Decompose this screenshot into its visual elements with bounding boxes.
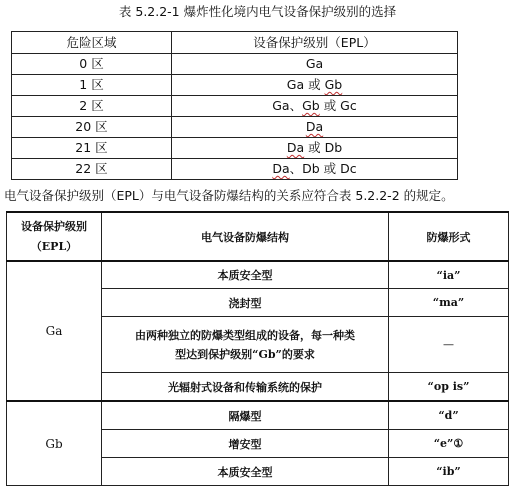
structure-cell: 由两种独立的防爆类型组成的设备，每一种类型达到保护级别“Gb”的要求: [102, 317, 389, 373]
epl-text-segment: Gb: [324, 77, 343, 92]
structure-cell: 光辐射式设备和传输系统的保护: [102, 373, 389, 402]
epl-text-segment: Ga、: [272, 98, 303, 113]
header-epl-level: [7, 212, 102, 261]
epl-structure-table: [6, 211, 509, 486]
epl-text-segment: 或 Db: [304, 140, 343, 155]
epl-text-segment: Ga 或: [286, 77, 325, 92]
table-header-row: [7, 212, 509, 261]
protection-type-cell: “op is”: [389, 373, 509, 402]
zone-cell: 1 区: [12, 75, 172, 96]
zone-cell: 20 区: [12, 117, 172, 138]
protection-type-cell: “ib”: [389, 458, 509, 486]
header-epl-line2: （EPL）: [30, 239, 78, 253]
body-sentence: 电气设备保护级别（EPL）与电气设备防爆结构的关系应符合表 5.2.2-2 的规定。: [4, 188, 454, 203]
epl-text-segment: Da: [272, 161, 290, 176]
header-epl-line1: 设备保护级别: [21, 219, 87, 233]
table-row: [12, 75, 458, 96]
level-cell-ga: Ga: [7, 261, 102, 401]
epl-text-segment: Ga: [305, 56, 324, 71]
zone-cell: 22 区: [12, 159, 172, 180]
protection-type-cell: “e”①: [389, 430, 509, 458]
protection-type-cell: “ma”: [389, 289, 509, 317]
table-row: [12, 54, 458, 75]
epl-text-segment: 或 Gc: [319, 98, 357, 113]
table-row: [7, 401, 509, 430]
table-header-row: [12, 32, 458, 54]
table-row: [12, 138, 458, 159]
structure-cell: 隔爆型: [102, 401, 389, 430]
epl-cell: [172, 54, 458, 75]
table-row: [12, 117, 458, 138]
table-row: [12, 96, 458, 117]
epl-cell: [172, 159, 458, 180]
protection-type-cell: —: [389, 317, 509, 373]
zone-cell: 21 区: [12, 138, 172, 159]
structure-cell: 本质安全型: [102, 458, 389, 486]
epl-cell: [172, 96, 458, 117]
epl-text-segment: Gb: [302, 98, 320, 113]
zone-cell: 2 区: [12, 96, 172, 117]
epl-cell: [172, 117, 458, 138]
zone-cell: 0 区: [12, 54, 172, 75]
epl-cell: [172, 75, 458, 96]
header-structure: 电气设备防爆结构: [102, 212, 389, 261]
header-hazard-zone: 危险区域: [12, 32, 172, 54]
protection-type-cell: “ia”: [389, 261, 509, 289]
epl-cell: [172, 138, 458, 159]
structure-cell: 本质安全型: [102, 261, 389, 289]
epl-text-segment: Da: [305, 119, 324, 134]
header-epl: 设备保护级别（EPL）: [172, 32, 458, 54]
level-cell-gb: Gb: [7, 401, 102, 486]
structure-cell: 浇封型: [102, 289, 389, 317]
epl-text-segment: Da: [286, 140, 305, 155]
protection-type-cell: “d”: [389, 401, 509, 430]
epl-selection-table: [11, 31, 458, 180]
table-row: [12, 159, 458, 180]
header-protection-type: 防爆形式: [389, 212, 509, 261]
table1-caption: 表 5.2.2-1 爆炸性化境内电气设备保护级别的选择: [118, 4, 397, 19]
table-row: [7, 261, 509, 289]
epl-text-segment: 、Db 或 Dc: [289, 161, 357, 176]
structure-cell: 增安型: [102, 430, 389, 458]
